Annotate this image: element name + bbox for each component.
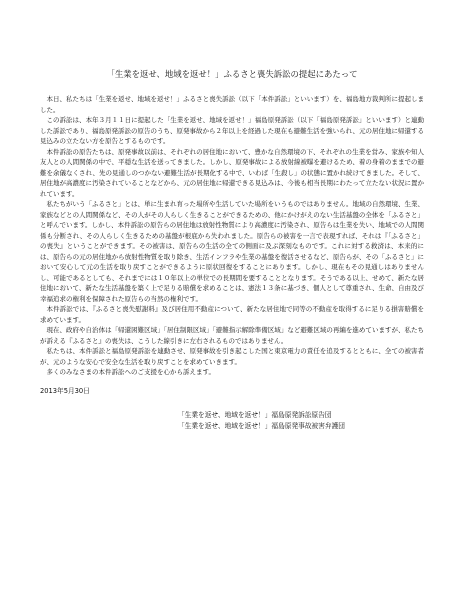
paragraph: 多くのみなさまの本件訴訟へのご支援を心から訴えます。: [46, 368, 215, 376]
paragraph: 本件訴訟では、『ふるさと喪失慰謝料』及び居住用不動産について、新たな居住地で同等の不動産を取得するに足りる損害賠償を求めています。: [40, 305, 424, 324]
signature-line: 「生業を返せ、地域を返せ！」福島原発訴訟原告団: [178, 410, 332, 419]
paragraph: 現在、政府や自治体は「帰還困難区域」「居住制限区域」「避難指示解除準備区域」など避難区域の再編を進めていますが、私たちが訴える『ふるさと』の喪失は、こうした線引きに左右されるものではありません。: [40, 326, 424, 345]
signature-block: [178, 410, 424, 432]
paragraph: 私たちは、本件訴訟と福島原発訴訟を連動させ、原発事故を引き起こした国と東京電力の責任を追及するとともに、全ての被害者が、元のような安心で安全な生活を取り戻すことを求めていきます。: [40, 347, 424, 366]
signature-line: 「生業を返せ、地域を返せ！」福島原発事故被害弁護団: [178, 421, 345, 430]
paragraph: 本件訴訟の原告たちは、原発事故以前は、それぞれの居住地において、豊かな自然環境の下、それぞれの生業を営み、家族や知人友人との人間関係の中で、平穏な生活を送ってきました。しかし、原発事故による放射線被曝を避けるため、着の身着のままでの避難を余儀なくされ、先の見通しのつかない避難生活が長期化する中で、いわば「生殺し」の状態に置かれ続けてきました。そして、居住地が高濃度に汚染されていることなどから、元の居住地に帰還できる見込みは、今後も相当長期にわたって立たない状況に置かれています。: [40, 147, 424, 198]
document-date: 2013年5月30日: [40, 386, 90, 395]
document-title: 「生業を返せ、地域を返せ！」ふるさと喪失訴訟の提起にあたって: [106, 69, 358, 79]
paragraph: 本日、私たちは「生業を返せ、地域を返せ！」ふるさと喪失訴訟（以下「本件訴訟」といいます）を、福島地方裁判所に提起しました。: [40, 95, 424, 114]
paragraph: この訴訟は、本年３月１１日に提起した「生業を返せ、地域を返せ！」福島原発訴訟（以下「福島原発訴訟」といいます）と連動した訴訟であり、福島原発訴訟の原告のうち、原発事故から２年以上を経過した現在も避難生活を強いられ、元の居住地に帰還する見込みの立たない方を原告とするものです。: [40, 116, 424, 145]
paragraph: 私たちがいう「ふるさと」とは、単に生まれ育った場所や生活していた場所をいうものではありません。地域の自然環境、生業、家族などとの人間関係など、その人がその人らしく生きることができるための、他にかけがえのない生活基盤の全体を「ふるさと」と呼んでいます。しかし、本件訴訟の原告らの居住地は放射性物質により高濃度に汚染され、原告らは生業を失い、地域での人間関係も分断され、その人らしく生きるための基盤が根底から失われました。原告らの被害を一言で表現すれば、それは『「ふるさと」の喪失』ということができます。その被害は、原告らの生活の全ての側面に及ぶ深刻なものです。これに対する救済は、本来的には、原告らの元の居住地から放射性物質を取り除き、生活インフラや生業の基盤を復活させるなど、原告らが、その「ふるさと」において安心して元の生活を取り戻すことができるように原状回復をすることにあります。しかし、現在もその見通しはありませんし、可能であるとしても、それまでには１０年以上の単位での長期間を要することとなります。そうである以上、せめて、新たな居住地において、新たな生活基盤を築く上で足りる賠償を求めることは、憲法１３条に基づき、個人として尊重され、生命、自由及び幸福追求の権利を保障された原告らの当然の権利です。: [40, 200, 424, 303]
